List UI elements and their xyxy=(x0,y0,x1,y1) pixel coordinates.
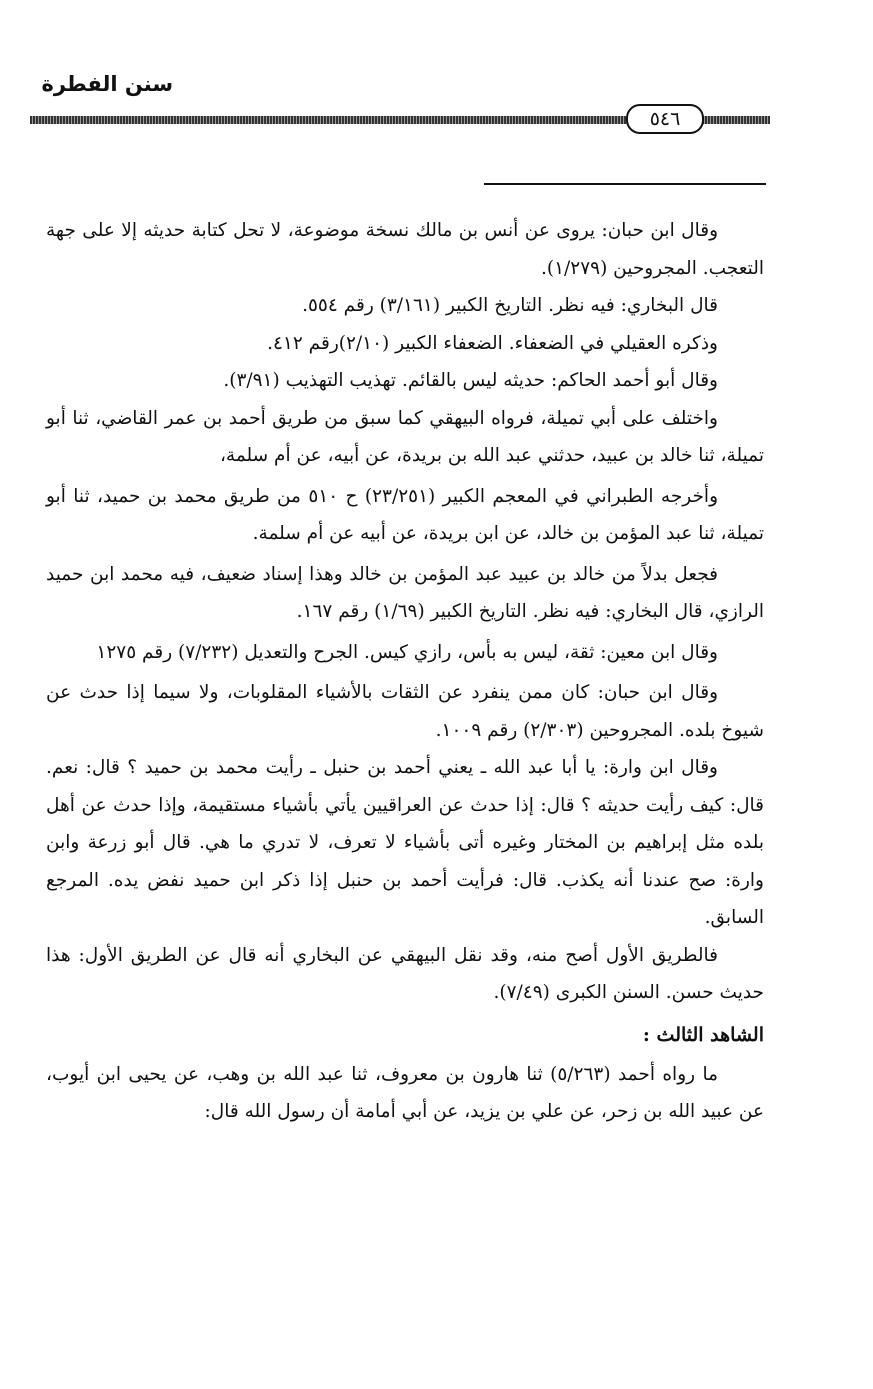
paragraph: وذكره العقيلي في الضعفاء. الضعفاء الكبير (٢/١٠)رقم ٤١٢. xyxy=(267,332,718,354)
paragraph: وقال ابن معين: ثقة، ليس به بأس، رازي كيس. الجرح والتعديل (٧/٢٣٢) رقم ١٢٧٥ xyxy=(96,641,718,663)
paragraph: وقال ابن حبان: يروى عن أنس بن مالك نسخة موضوعة، لا تحل كتابة حديثه إلا على جهة التعجب. المجروحين (١/٢٧٩). xyxy=(46,220,764,279)
paragraph: فجعل بدلاً من خالد بن عبيد عبد المؤمن بن خالد وهذا إسناد ضعيف، فيه محمد ابن حميد الرازي، قال البخاري: فيه نظر. التاريخ الكبير (١/٦٩) رقم ١٦٧. xyxy=(46,563,764,622)
paragraph: قال البخاري: فيه نظر. التاريخ الكبير (٣/١٦١) رقم ٥٥٤. xyxy=(302,295,718,316)
footnote-separator xyxy=(484,183,766,185)
paragraph: وقال أبو أحمد الحاكم: حديثه ليس بالقائم. تهذيب التهذيب (٣/٩١). xyxy=(223,370,718,391)
footnote-body xyxy=(46,212,764,1131)
paragraph: وأخرجه الطبراني في المعجم الكبير (٢٣/٢٥١) ح ٥١٠ من طريق محمد بن حميد، ثنا أبو تميلة، ثنا عبد المؤمن بن خالد، عن ابن بريدة، عن أبيه عن أم سلمة. xyxy=(46,485,764,544)
page-number: ٥٤٦ xyxy=(626,104,704,134)
paragraph: واختلف على أبي تميلة، فرواه البيهقي كما سبق من طريق أحمد بن عمر القاضي، ثنا أبو تميلة، ثنا خالد بن عبيد، حدثني عبد الله بن بريدة، عن أبيه، عن أم سلمة، xyxy=(46,407,764,466)
section-heading: الشاهد الثالث : xyxy=(642,1023,764,1046)
paragraph: وقال ابن وارة: يا أبا عبد الله ـ يعني أحمد بن حنبل ـ رأيت محمد بن حميد ؟ قال: نعم. قال: كيف رأيت حديثه ؟ قال: إذا حدث عن العراقيين يأتي بأشياء مستقيمة، وإذا حدث عن أهل بلده مثل إبراهيم بن المختار وغيره أتى بأشياء لا تعرف، لا تدري ما هي. قال أبو زرعة وابن وارة: صح عندنا أنه يكذب. قال: فرأيت أحمد بن حنبل إذا ذكر ابن حميد نفض يده. المرجع السابق. xyxy=(46,757,764,928)
paragraph: وقال ابن حبان: كان ممن ينفرد عن الثقات بالأشياء المقلوبات، ولا سيما إذا حدث عن شيوخ بلده. المجروحين (٢/٣٠٣) رقم ١٠٠٩. xyxy=(46,682,764,741)
paragraph: فالطريق الأول أصح منه، وقد نقل البيهقي عن البخاري أنه قال عن الطريق الأول: هذا حديث حسن. السنن الكبرى (٧/٤٩). xyxy=(46,944,764,1003)
book-title: سنن الفطرة xyxy=(41,72,173,96)
paragraph: ما رواه أحمد (٥/٢٦٣) ثنا هارون بن معروف، ثنا عبد الله بن وهب، عن يحيى ابن أيوب، عن عبيد الله بن زحر، عن علي بن يزيد، عن أبي أمامة أن رسول الله قال: xyxy=(46,1063,764,1122)
